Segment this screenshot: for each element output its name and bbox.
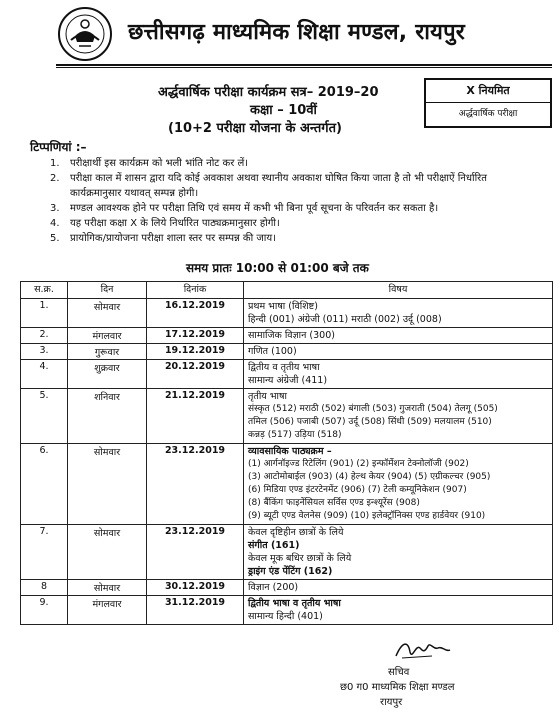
note-text: परीक्षार्थी इस कार्यक्रम को भली भांति नोट कर लें। <box>70 158 249 169</box>
class-line: कक्षा – 10वीं <box>250 103 317 118</box>
cell-subject <box>244 596 553 625</box>
subject-line: कन्नड़ (517) उड़िया (518) <box>248 430 342 440</box>
subject-line: गणित (100) <box>248 346 297 357</box>
note-text: यह परीक्षा कक्षा X के लिये निर्धारित पाठ्यक्रमानुसार होगी। <box>70 218 280 229</box>
header-rule <box>56 64 552 66</box>
subject-line: तृतीय भाषा <box>248 391 287 402</box>
notes-heading: टिप्पणियां :– <box>30 140 87 154</box>
subject-line: (3) आटोमोबाईल (903) (4) हेल्थ केयर (904) (5) एग्रीकल्चर (905) <box>248 472 491 482</box>
cell-day: शनिवार <box>68 389 147 444</box>
note-item <box>50 156 540 171</box>
cell-subject <box>244 360 553 389</box>
cell-serial: 6. <box>21 444 68 525</box>
table-row <box>21 444 553 525</box>
header-subject: विषय <box>244 282 553 299</box>
note-number: 1. <box>50 158 60 169</box>
cell-day: मंगलवार <box>68 328 147 344</box>
note-item <box>50 201 540 216</box>
cell-subject <box>244 389 553 444</box>
badge-line1: X नियमित <box>426 80 550 103</box>
header-serial: स.क्र. <box>21 282 68 299</box>
scheme-line: (10+2 परीक्षा योजना के अन्तर्गत) <box>168 121 342 136</box>
table-row <box>21 328 553 344</box>
cell-date: 19.12.2019 <box>147 344 244 360</box>
cell-subject <box>244 328 553 344</box>
table-row <box>21 299 553 328</box>
cell-date: 31.12.2019 <box>147 596 244 625</box>
cell-date: 30.12.2019 <box>147 580 244 596</box>
cell-subject <box>244 444 553 525</box>
table-row <box>21 389 553 444</box>
cell-day: सोमवार <box>68 444 147 525</box>
signatory-city: रायपुर <box>380 697 403 708</box>
subject-line: संस्कृत (512) मराठी (502) बंगाली (503) गुजराती (504) तेलगू (505) <box>248 404 498 414</box>
board-name: छत्तीसगढ़ माध्यमिक शिक्षा मण्डल, रायपुर <box>128 20 465 45</box>
cell-subject <box>244 525 553 580</box>
header-day: दिन <box>68 282 147 299</box>
note-text: प्रायोगिक/प्रायोजना परीक्षा शाला स्तर पर सम्पन्न की जाय। <box>70 233 276 244</box>
subject-line: विज्ञान (200) <box>248 582 299 593</box>
cell-serial: 4. <box>21 360 68 389</box>
note-item <box>50 231 540 246</box>
subject-line: (6) मिडिया एण्ड इंटरटेनमेंट (906) (7) टेली कम्यूनिकेशन (907) <box>248 485 467 495</box>
exam-title: अर्द्धवार्षिक परीक्षा कार्यक्रम सत्र– 2019–20 <box>158 85 379 100</box>
table-row <box>21 580 553 596</box>
cell-day: गुरूवार <box>68 344 147 360</box>
badge-line2: अर्द्धवार्षिक परीक्षा <box>458 109 518 119</box>
cell-date: 16.12.2019 <box>147 299 244 328</box>
cell-serial: 7. <box>21 525 68 580</box>
note-number: 3. <box>50 203 60 214</box>
subject-line: हिन्दी (001) अंग्रेजी (011) मराठी (002) उर्दू (008) <box>248 314 442 325</box>
cell-serial: 2. <box>21 328 68 344</box>
subject-line: (1) आर्गनॉइज्ड रिटेलिंग (901) (2) इन्फॉर्मेशन टेक्नोलॉजी (902) <box>248 459 469 469</box>
board-emblem-logo <box>57 6 113 62</box>
table-row <box>21 360 553 389</box>
cell-day: मंगलवार <box>68 596 147 625</box>
cell-date: 23.12.2019 <box>147 525 244 580</box>
cell-subject <box>244 344 553 360</box>
note-number: 4. <box>50 218 60 229</box>
cell-day: शुक्रवार <box>68 360 147 389</box>
signatory-org: छ0 ग0 माध्यमिक शिक्षा मण्डल <box>340 682 455 693</box>
subject-line: द्वितीय व तृतीय भाषा <box>248 362 320 373</box>
exam-timing: समय प्रातः 10:00 से 01:00 बजे तक <box>186 261 369 275</box>
header-date: दिनांक <box>147 282 244 299</box>
note-item <box>50 216 540 231</box>
subject-line: तमिल (506) पजाबी (507) उर्दू (508) सिंधी (509) मलयालम (510) <box>248 417 492 427</box>
note-text: परीक्षा काल में शासन द्वारा यदि कोई अवकाश अथवा स्थानीय अवकाश घोषित किया जाता है तो भी परीक्षाऐं निर्धारित कार्यक्रमानुसार यथावत् सम्पन्न होगी। <box>70 173 487 199</box>
cell-date: 20.12.2019 <box>147 360 244 389</box>
cell-date: 17.12.2019 <box>147 328 244 344</box>
signature-image <box>392 634 452 664</box>
signatory-title: सचिव <box>388 667 410 678</box>
cell-subject <box>244 580 553 596</box>
subject-line: सामान्य अंग्रेजी (411) <box>248 375 328 386</box>
subject-line: सामाजिक विज्ञान (300) <box>248 330 335 341</box>
cell-serial: 1. <box>21 299 68 328</box>
note-number: 5. <box>50 233 60 244</box>
table-row <box>21 596 553 625</box>
note-text: मण्डल आवश्यक होने पर परीक्षा तिथि एवं समय में कभी भी बिना पूर्व सूचना के परिवर्तन कर सकता है। <box>70 203 439 214</box>
subject-line: (8) बैंकिंग फाइनेंसियल सर्विस एण्ड इन्श्यूरेंस (908) <box>248 498 420 508</box>
subject-line: द्वितीय भाषा व तृतीय भाषा <box>248 598 341 609</box>
cell-serial: 5. <box>21 389 68 444</box>
subject-line: केवल मूक बधिर छात्रों के लिये <box>248 553 352 564</box>
table-row <box>21 344 553 360</box>
cell-day: सोमवार <box>68 580 147 596</box>
schedule-table <box>20 281 553 625</box>
subject-line: व्यावसायिक पाठ्यक्रम – <box>248 446 332 457</box>
subject-line: (9) ब्यूटी एण्ड वेलनेस (909) (10) इलेक्ट्रॉनिक्स एण्ड हार्डवेयर (910) <box>248 511 486 521</box>
cell-serial: 3. <box>21 344 68 360</box>
cell-date: 21.12.2019 <box>147 389 244 444</box>
cell-day: सोमवार <box>68 525 147 580</box>
subject-line: संगीत (161) <box>248 540 300 551</box>
cell-day: सोमवार <box>68 299 147 328</box>
header-rule-thin <box>56 67 552 68</box>
cell-subject <box>244 299 553 328</box>
subject-line: सामान्य हिन्दी (401) <box>248 611 323 622</box>
table-header-row <box>21 282 553 299</box>
cell-date: 23.12.2019 <box>147 444 244 525</box>
subject-line: प्रथम भाषा (विशिष्ट) <box>248 301 318 312</box>
table-row <box>21 525 553 580</box>
subject-line: ड्राइंग एंड पेंटिंग (162) <box>248 566 333 577</box>
cell-serial: 8 <box>21 580 68 596</box>
notes-list <box>50 156 540 246</box>
subject-line: केवल दृष्टिहीन छात्रों के लिये <box>248 527 344 538</box>
note-item <box>50 171 540 201</box>
note-number: 2. <box>50 173 60 184</box>
cell-serial: 9. <box>21 596 68 625</box>
category-badge <box>424 78 552 128</box>
